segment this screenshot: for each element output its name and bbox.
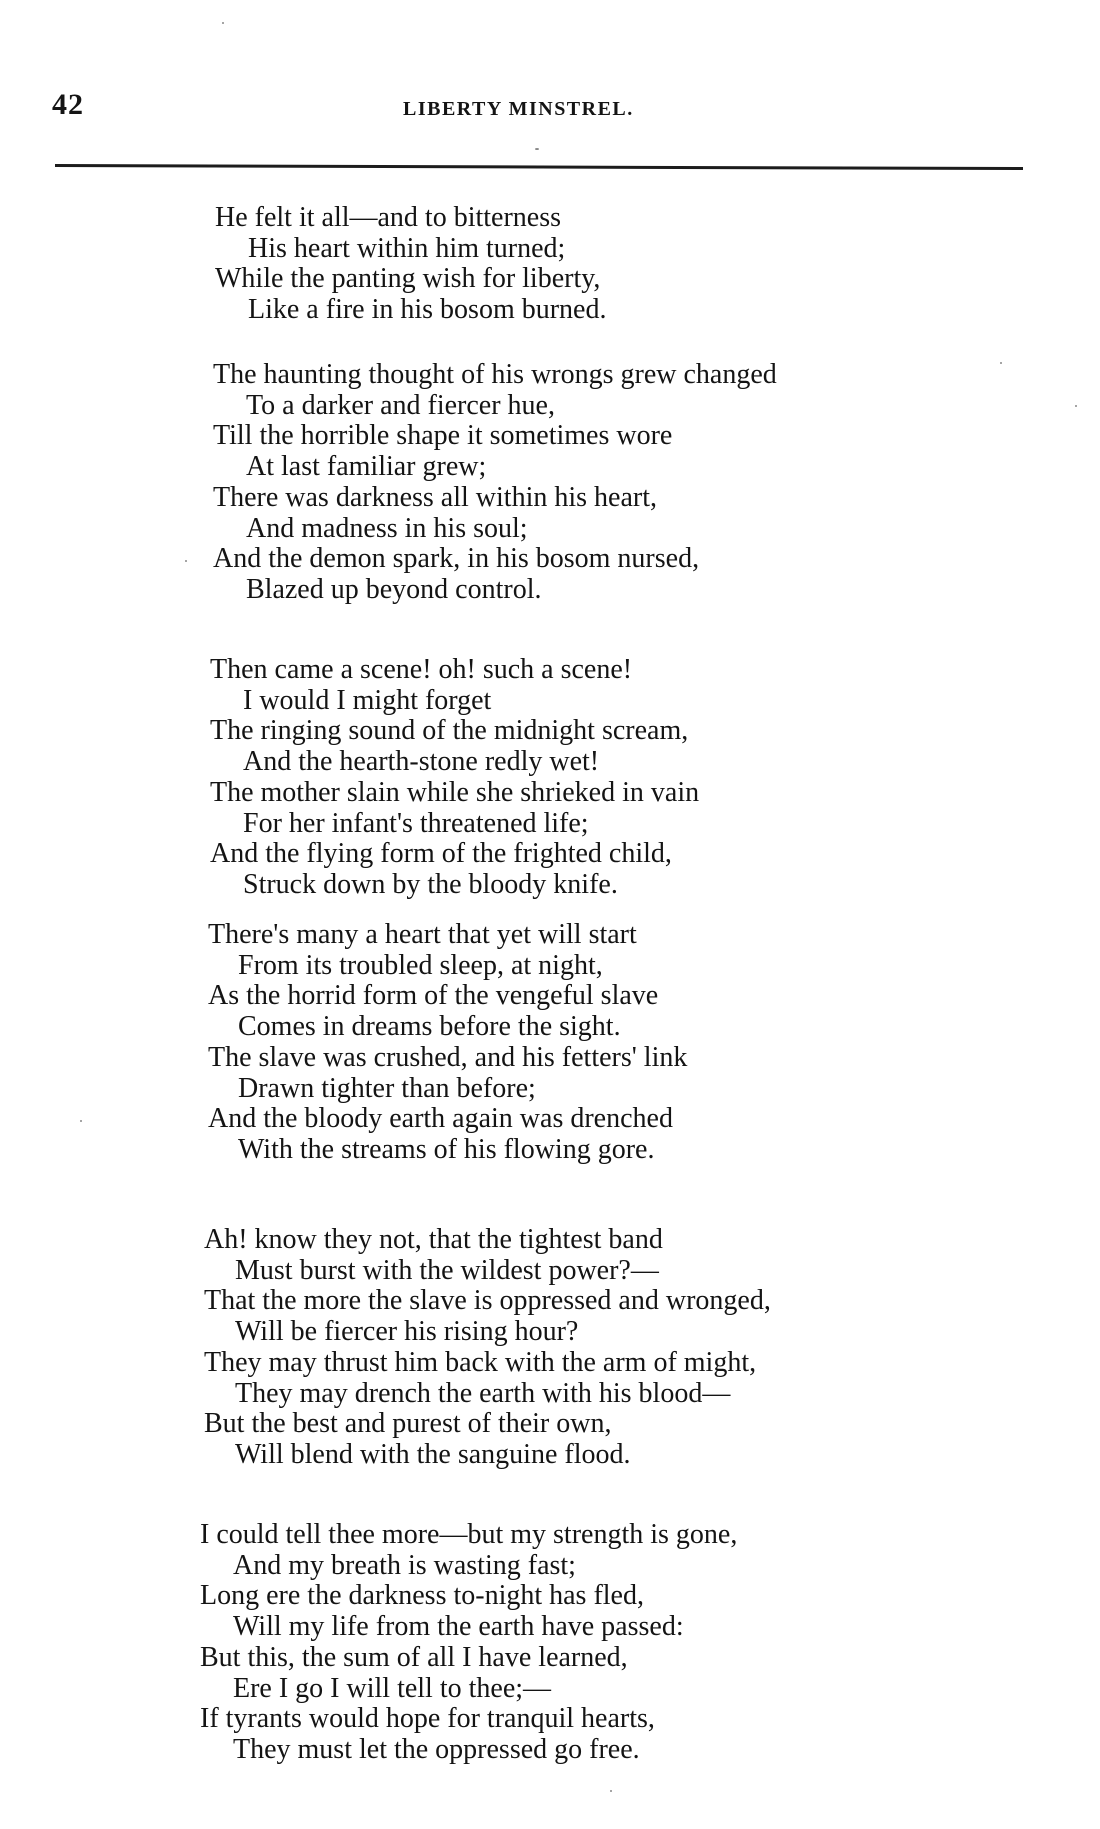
poem-line: He felt it all—and to bitterness xyxy=(215,202,562,233)
poem-line-indented: Like a fire in his bosom burned. xyxy=(248,294,607,326)
poem-line-indented: Struck down by the bloody knife. xyxy=(243,868,618,900)
poem-line-indented: With the streams of his flowing gore. xyxy=(238,1133,655,1165)
poem-line: The ringing sound of the midnight scream, xyxy=(210,715,689,747)
scan-speck xyxy=(1075,405,1077,407)
poem-line: As the horrid form of the vengeful slave xyxy=(208,980,659,1012)
poem-line: But this, the sum of all I have learned, xyxy=(200,1641,628,1673)
poem-line-indented: And madness in his soul; xyxy=(246,512,528,544)
poem-line-indented: They must let the oppressed go free. xyxy=(233,1733,640,1765)
poem-line-indented: To a darker and fiercer hue, xyxy=(246,389,555,421)
poem-line: That the more the slave is oppressed and wronged, xyxy=(204,1285,771,1317)
scan-speck xyxy=(222,22,224,24)
scan-speck xyxy=(610,1790,612,1792)
poem-line-indented: Must burst with the wildest power?— xyxy=(235,1254,659,1286)
poem-line: While the panting wish for liberty, xyxy=(215,263,601,295)
scan-speck xyxy=(185,560,187,562)
poem-line: The haunting thought of his wrongs grew changed xyxy=(213,359,777,390)
poem-line-indented: They may drench the earth with his blood— xyxy=(235,1377,731,1409)
poem-line-indented: Will my life from the earth have passed: xyxy=(233,1611,684,1643)
scan-speck xyxy=(80,1120,82,1122)
poem-line: There was darkness all within his heart, xyxy=(213,481,657,513)
scan-speck xyxy=(1000,362,1002,364)
poem-line: But the best and purest of their own, xyxy=(204,1408,612,1440)
scan-speck xyxy=(535,148,539,150)
poem-line-indented: And the hearth-stone redly wet! xyxy=(243,746,600,778)
poem-line-indented: Drawn tighter than before; xyxy=(238,1072,536,1104)
poem-line-indented: His heart within him turned; xyxy=(248,232,566,264)
poem-line: Ah! know they not, that the tightest band xyxy=(204,1224,663,1255)
running-title: LIBERTY MINSTREL. xyxy=(403,98,634,120)
poem-line-indented: Comes in dreams before the sight. xyxy=(238,1011,621,1043)
poem-line: Till the horrible shape it sometimes wore xyxy=(213,420,673,452)
poem-line-indented: I would I might forget xyxy=(243,684,492,716)
poem-line-indented: Will be fiercer his rising hour? xyxy=(235,1316,579,1348)
header-rule xyxy=(55,164,1023,170)
poem-line: The mother slain while she shrieked in vain xyxy=(210,776,700,808)
poem-line: The slave was crushed, and his fetters' link xyxy=(208,1041,688,1073)
poem-line: Then came a scene! oh! such a scene! xyxy=(210,654,633,685)
page-number: 42 xyxy=(52,88,84,121)
poem-line: And the flying form of the frighted child, xyxy=(210,838,672,870)
page-header xyxy=(52,88,1022,128)
poem-line: If tyrants would hope for tranquil hearts, xyxy=(200,1703,655,1735)
poem-line: I could tell thee more—but my strength is gone, xyxy=(200,1519,738,1550)
poem-line-indented: From its troubled sleep, at night, xyxy=(238,949,603,981)
poem-line-indented: For her infant's threatened life; xyxy=(243,807,589,839)
poem-line: Long ere the darkness to-night has fled, xyxy=(200,1580,644,1612)
poem-line-indented: And my breath is wasting fast; xyxy=(233,1549,576,1581)
poem-line-indented: Blazed up beyond control. xyxy=(246,573,542,605)
poem-line-indented: Ere I go I will tell to thee;— xyxy=(233,1672,552,1704)
poem-line-indented: At last familiar grew; xyxy=(246,451,487,483)
poem-line: And the demon spark, in his bosom nursed, xyxy=(213,543,700,575)
poem-line: There's many a heart that yet will start xyxy=(208,919,637,950)
poem-line-indented: Will blend with the sanguine flood. xyxy=(235,1438,631,1470)
poem-line: And the bloody earth again was drenched xyxy=(208,1103,673,1135)
poem-line: They may thrust him back with the arm of might, xyxy=(204,1346,757,1378)
